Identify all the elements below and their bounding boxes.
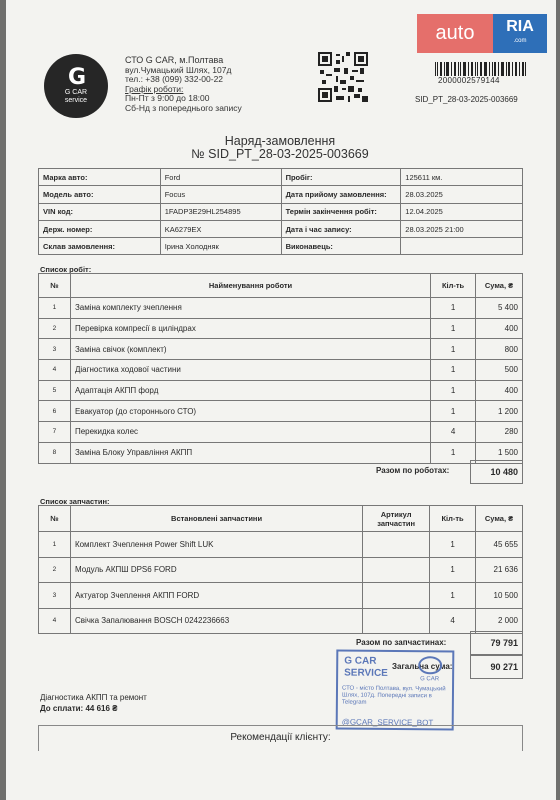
table-row xyxy=(39,186,523,203)
datetime-label: Дата і час запису: xyxy=(281,220,401,237)
table-header-row xyxy=(39,506,523,532)
table-row xyxy=(39,608,523,634)
row-sum: 1 500 xyxy=(476,442,523,463)
table-header-row xyxy=(39,274,523,298)
stamp-logo-text: G CAR xyxy=(420,676,440,683)
author-value: Ірина Холодняк xyxy=(160,238,281,255)
company-stamp xyxy=(336,649,455,730)
model-label: Модель авто: xyxy=(39,186,161,203)
row-sum: 500 xyxy=(476,360,523,381)
executor-label: Виконавець: xyxy=(281,238,401,255)
document-title: Наряд-замовлення xyxy=(224,134,336,148)
row-qty: 1 xyxy=(431,298,476,319)
row-sum: 280 xyxy=(476,422,523,443)
part-article xyxy=(363,532,430,558)
row-qty: 4 xyxy=(430,608,476,634)
company-address: вул.Чумацький Шлях, 107д xyxy=(125,64,232,75)
part-name: Комплект Зчеплення Power Shift LUK xyxy=(70,532,362,558)
make-label: Марка авто: xyxy=(39,169,161,186)
col-name-header: Найменування роботи xyxy=(70,274,430,298)
col-num-header: № xyxy=(39,274,71,298)
col-num-header: № xyxy=(39,506,71,532)
executor-value xyxy=(401,238,523,255)
row-sum: 1 200 xyxy=(476,401,523,422)
document-number: № SID_PT_28-03-2025-003669 xyxy=(191,147,369,161)
table-row xyxy=(39,360,523,381)
model-value: Focus xyxy=(160,186,281,203)
table-row xyxy=(39,203,523,220)
stamp-title xyxy=(344,656,388,680)
work-name: Перевірка компресії в циліндрах xyxy=(70,318,430,339)
table-row xyxy=(39,380,523,401)
autoria-watermark xyxy=(417,14,547,53)
parts-table xyxy=(38,505,523,634)
watermark-ria xyxy=(493,14,547,53)
make-value: Ford xyxy=(160,169,281,186)
stamp-line2: SERVICE xyxy=(344,667,388,679)
row-sum: 400 xyxy=(476,318,523,339)
stamp-logo-icon xyxy=(418,656,442,674)
qr-code-icon xyxy=(318,52,368,102)
table-row xyxy=(39,557,523,583)
row-number: 7 xyxy=(39,422,71,443)
row-qty: 1 xyxy=(431,380,476,401)
works-total-value: 10 480 xyxy=(470,460,523,484)
mileage-value: 125611 км. xyxy=(401,169,523,186)
works-section-title: Список робіт: xyxy=(40,265,92,274)
row-number: 1 xyxy=(39,298,71,319)
footer-notes xyxy=(40,692,147,714)
row-qty: 1 xyxy=(430,557,476,583)
part-article xyxy=(363,583,430,609)
recommendations-box xyxy=(38,725,523,751)
table-row xyxy=(39,318,523,339)
row-qty: 1 xyxy=(431,442,476,463)
watermark-domain: .com xyxy=(513,37,527,44)
table-row xyxy=(39,298,523,319)
work-name: Заміна Блоку Управління АКПП xyxy=(70,442,430,463)
row-qty: 4 xyxy=(431,422,476,443)
footer-to-pay: До сплати: 44 616 ₴ xyxy=(40,704,118,713)
stamp-handle: @GCAR_SERVICE_BOT xyxy=(341,717,434,728)
vin-value: 1FADP3E29HL254895 xyxy=(160,203,281,220)
table-row xyxy=(39,532,523,558)
part-name: Модуль АКПШ DPS6 FORD xyxy=(70,557,362,583)
work-name: Перекидка колес xyxy=(70,422,430,443)
stamp-line1: G CAR xyxy=(344,655,377,667)
hours-title: Графік роботи: xyxy=(125,83,184,94)
plate-value: KA6279EX xyxy=(160,220,281,237)
row-number: 3 xyxy=(39,339,71,360)
mileage-label: Пробіг: xyxy=(281,169,401,186)
grand-total-value: 90 271 xyxy=(470,655,523,679)
watermark-auto: auto xyxy=(435,22,475,44)
table-row xyxy=(39,422,523,443)
row-sum: 2 000 xyxy=(476,608,523,634)
work-name: Діагностика ходової частини xyxy=(70,360,430,381)
row-number: 3 xyxy=(39,583,71,609)
logo-line2: service xyxy=(64,97,88,104)
row-sum: 800 xyxy=(476,339,523,360)
finish-date-value: 12.04.2025 xyxy=(401,203,523,220)
row-qty: 1 xyxy=(431,339,476,360)
row-sum: 400 xyxy=(476,380,523,401)
table-row xyxy=(39,583,523,609)
row-sum: 21 636 xyxy=(476,557,523,583)
parts-section-title: Список запчастин: xyxy=(40,497,110,506)
table-row xyxy=(39,339,523,360)
work-name: Адаптація АКПП форд xyxy=(70,380,430,401)
company-logo xyxy=(44,54,108,118)
row-number: 2 xyxy=(39,557,71,583)
work-name: Заміна комплекту зчеплення xyxy=(70,298,430,319)
document-id: SID_PT_28-03-2025-003669 xyxy=(415,95,518,104)
accept-date-value: 28.03.2025 xyxy=(401,186,523,203)
row-qty: 1 xyxy=(431,401,476,422)
footer-note: Діагностика АКПП та ремонт xyxy=(40,693,147,702)
table-row xyxy=(39,442,523,463)
table-row xyxy=(39,238,523,255)
parts-total-value: 79 791 xyxy=(470,631,523,655)
row-number: 6 xyxy=(39,401,71,422)
row-qty: 1 xyxy=(431,318,476,339)
hours-weekdays: Пн-Пт з 9:00 до 18:00 xyxy=(125,93,210,104)
row-number: 5 xyxy=(39,380,71,401)
row-number: 2 xyxy=(39,318,71,339)
grand-total-label: Загальна сума: xyxy=(392,662,453,671)
row-number: 4 xyxy=(39,608,71,634)
logo-line1: G CAR xyxy=(64,89,88,96)
table-row xyxy=(39,220,523,237)
row-sum: 45 655 xyxy=(476,532,523,558)
finish-date-label: Термін закінчення робіт: xyxy=(281,203,401,220)
barcode-number: 2000002579144 xyxy=(438,76,500,85)
logo-mark-icon: G xyxy=(67,65,85,90)
article-header-line2: запчастин xyxy=(377,518,416,528)
company-phone: тел.: +38 (099) 332-00-22 xyxy=(125,74,224,85)
accept-date-label: Дата прийому замовлення: xyxy=(281,186,401,203)
datetime-value: 28.03.2025 21:00 xyxy=(401,220,523,237)
plate-label: Держ. номер: xyxy=(39,220,161,237)
table-row xyxy=(39,401,523,422)
row-qty: 1 xyxy=(430,583,476,609)
col-article-header xyxy=(363,506,430,532)
col-sum-header: Сума, ₴ xyxy=(476,506,523,532)
col-sum-header: Сума, ₴ xyxy=(476,274,523,298)
vehicle-info-table xyxy=(38,168,523,255)
company-info xyxy=(125,56,242,114)
vin-label: VIN код: xyxy=(39,203,161,220)
row-sum: 5 400 xyxy=(476,298,523,319)
recommendations-title: Рекомендації клієнту: xyxy=(230,732,331,743)
work-name: Евакуатор (до стороннього СТО) xyxy=(70,401,430,422)
row-number: 1 xyxy=(39,532,71,558)
part-name: Свічка Запалювання BOSCH 0242236663 xyxy=(70,608,362,634)
parts-total-label: Разом по запчастинах: xyxy=(356,638,447,647)
col-name-header: Встановлені запчастини xyxy=(70,506,362,532)
row-qty: 1 xyxy=(430,532,476,558)
watermark-ria-text: RIA xyxy=(506,17,534,35)
part-name: Актуатор Зчеплення АКПП FORD xyxy=(70,583,362,609)
work-name: Заміна свічок (комплект) xyxy=(70,339,430,360)
part-article xyxy=(363,608,430,634)
author-label: Склав замовлення: xyxy=(39,238,161,255)
row-qty: 1 xyxy=(431,360,476,381)
row-number: 4 xyxy=(39,360,71,381)
works-table xyxy=(38,273,523,464)
col-qty-header: Кіл-ть xyxy=(430,506,476,532)
barcode-icon xyxy=(435,62,527,76)
works-total-label: Разом по роботах: xyxy=(376,466,450,475)
part-article xyxy=(363,557,430,583)
hours-weekend: Сб-Нд з попереднього запису xyxy=(125,102,242,113)
col-qty-header: Кіл-ть xyxy=(431,274,476,298)
article-header-line1: Артикул xyxy=(380,509,412,519)
row-number: 8 xyxy=(39,442,71,463)
row-sum: 10 500 xyxy=(476,583,523,609)
company-name: СТО G CAR, м.Полтава xyxy=(125,55,224,65)
table-row xyxy=(39,169,523,186)
stamp-text: СТО - місто Полтава, вул. Чумацький Шлях, 107д. Попередні записи в Telegram xyxy=(341,685,446,706)
